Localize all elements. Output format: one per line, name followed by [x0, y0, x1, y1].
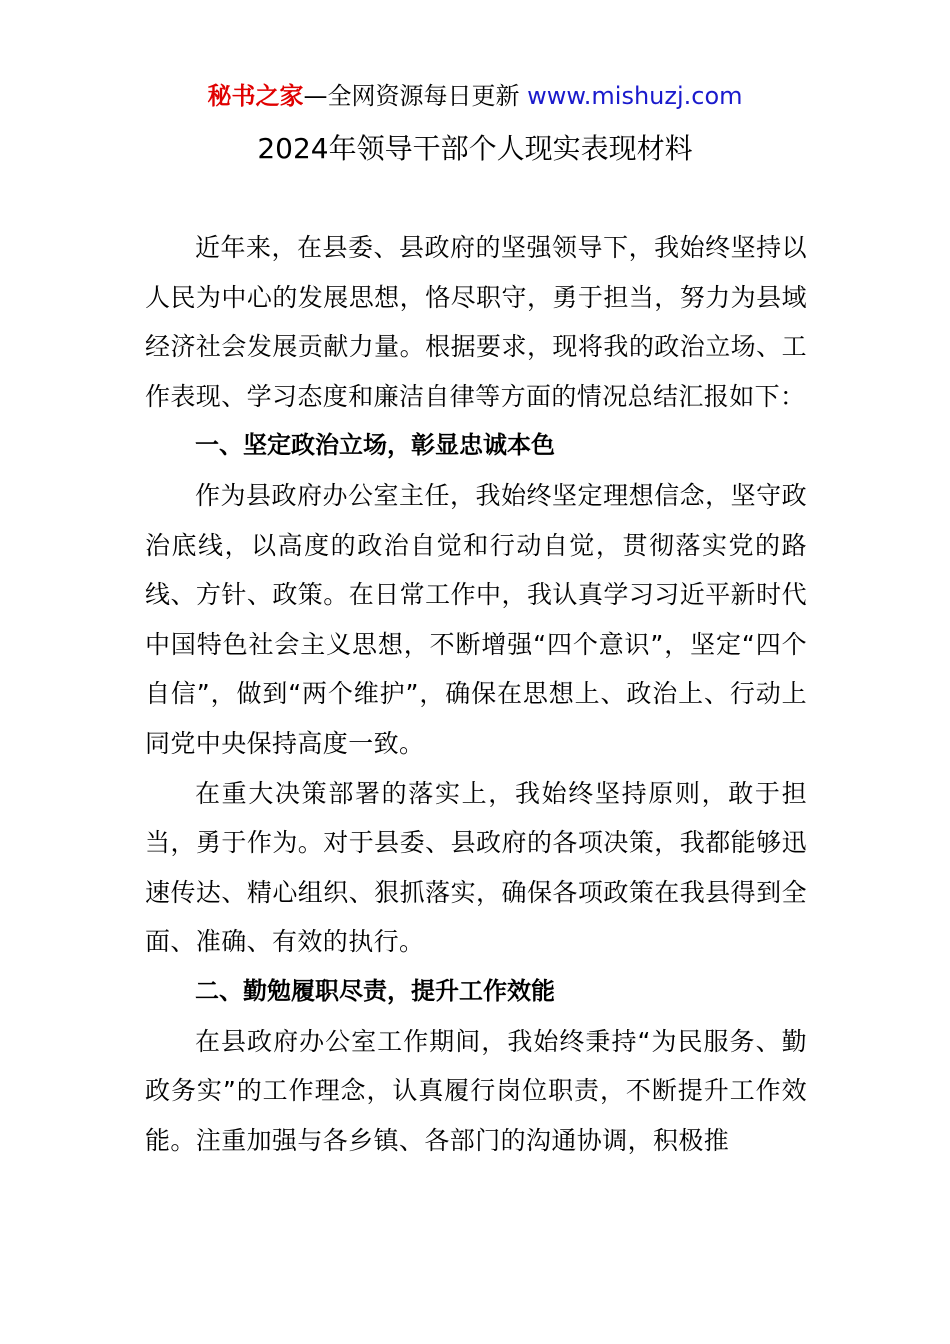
- site-tagline: —全网资源每日更新: [303, 82, 528, 110]
- document-title: 2024年领导干部个人现实表现材料: [257, 132, 693, 165]
- section-1-paragraph-1: 作为县政府办公室主任，我始终坚定理想信念，坚守政治底线，以高度的政治自觉和行动自觉，贯彻落实党的路线、方针、政策。在日常工作中，我认真学习习近平新时代中国特色社会主义思想，不断增强“四个意识”，坚定“四个自信”，做到“两个维护”，确保在思想上、政治上、行动上同党中央保持高度一致。: [145, 480, 807, 758]
- section-1-paragraph-2: 在重大决策部署的落实上，我始终坚持原则，敢于担当，勇于作为。对于县委、县政府的各项决策，我都能够迅速传达、精心组织、狠抓落实，确保各项政策在我县得到全面、准确、有效的执行。: [145, 778, 807, 957]
- site-url-link[interactable]: www.mishuzj.com: [527, 82, 743, 110]
- section-2-paragraph-1: 在县政府办公室工作期间，我始终秉持“为民服务、勤政务实”的工作理念，认真履行岗位职责，不断提升工作效能。注重加强与各乡镇、各部门的沟通协调，积极推: [145, 1026, 807, 1155]
- site-brand: 秘书之家: [207, 82, 304, 110]
- site-header: [0, 80, 950, 112]
- section-heading-1: 一、坚定政治立场，彰显忠诚本色: [195, 431, 555, 460]
- document-body: [145, 223, 807, 1165]
- intro-paragraph: 近年来，在县委、县政府的坚强领导下，我始终坚持以人民为中心的发展思想，恪尽职守，勇于担当，努力为县域经济社会发展贡献力量。根据要求，现将我的政治立场、工作表现、学习态度和廉洁自律等方面的情况总结汇报如下：: [145, 233, 807, 411]
- section-heading-2: 二、勤勉履职尽责，提升工作效能: [195, 976, 555, 1005]
